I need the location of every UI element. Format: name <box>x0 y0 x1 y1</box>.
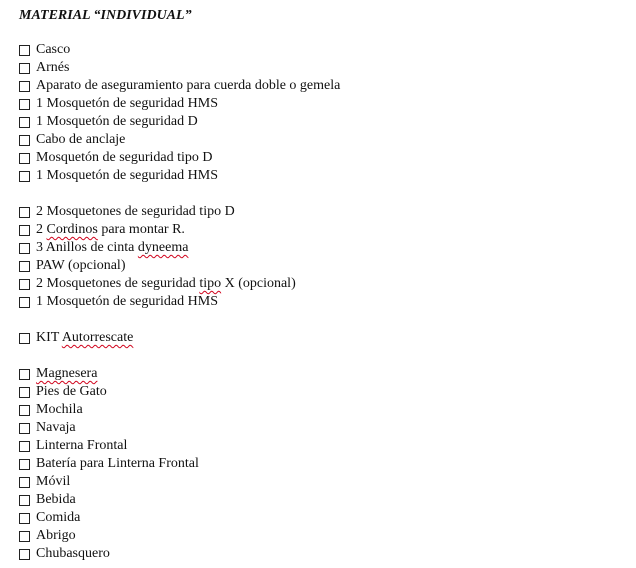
document-title: MATERIAL “INDIVIDUAL” <box>19 8 192 23</box>
checkbox[interactable] <box>19 495 30 506</box>
checkbox[interactable] <box>19 441 30 452</box>
checklist-item-label: Mosquetón de seguridad tipo D <box>36 150 213 165</box>
checklist-item <box>19 491 619 509</box>
spellcheck-flagged-word: tipo <box>199 276 222 291</box>
checkbox[interactable] <box>19 297 30 308</box>
spellcheck-flagged-word: Magnesera <box>36 366 98 381</box>
checklist-item-label: KIT Autorrescate <box>36 330 134 345</box>
checkbox[interactable] <box>19 117 30 128</box>
checklist-item <box>19 239 619 257</box>
checklist-item-label: 1 Mosquetón de seguridad D <box>36 114 198 129</box>
checklist-item <box>19 509 619 527</box>
checklist-item <box>19 401 619 419</box>
checkbox[interactable] <box>19 243 30 254</box>
checkbox[interactable] <box>19 387 30 398</box>
checklist-item-label: Bebida <box>36 492 76 507</box>
checklist-item <box>19 275 619 293</box>
checklist-item-label: Comida <box>36 510 81 525</box>
checklist-item <box>19 257 619 275</box>
spellcheck-flagged-word: dyneema <box>137 240 189 255</box>
checkbox[interactable] <box>19 459 30 470</box>
checklist-item <box>19 419 619 437</box>
checklist-item-label: Mochila <box>36 402 83 417</box>
checklist-item <box>19 455 619 473</box>
checklist-item <box>19 437 619 455</box>
checklist-item-label: 1 Mosquetón de seguridad HMS <box>36 96 218 111</box>
checklist-item <box>19 545 619 563</box>
checklist-item-label: 1 Mosquetón de seguridad HMS <box>36 168 218 183</box>
checklist-item <box>19 77 619 95</box>
checkbox[interactable] <box>19 279 30 290</box>
checklist-item-label: Aparato de aseguramiento para cuerda doble o gemela <box>36 78 341 93</box>
checklist-item-label <box>36 365 97 383</box>
checklist-item-label: Abrigo <box>36 528 76 543</box>
checklist-item-label: Cabo de anclaje <box>36 132 126 147</box>
checkbox[interactable] <box>19 261 30 272</box>
checklist-group-personal <box>19 41 619 185</box>
checkbox[interactable] <box>19 99 30 110</box>
checklist-item-label: Linterna Frontal <box>36 438 128 453</box>
checklist-item <box>19 149 619 167</box>
checklist-group-climbing <box>19 203 619 311</box>
checklist-item-label: Pies de Gato <box>36 384 107 399</box>
checklist-item <box>19 203 619 221</box>
checklist-item <box>19 131 619 149</box>
checkbox[interactable] <box>19 207 30 218</box>
checklist-item-label: Móvil <box>36 474 71 489</box>
checklist-item-label: Casco <box>36 42 71 57</box>
checkbox[interactable] <box>19 81 30 92</box>
checkbox[interactable] <box>19 369 30 380</box>
checkbox[interactable] <box>19 153 30 164</box>
checklist-group-general <box>19 365 619 563</box>
checklist-item-label: 3 Anillos de cinta dyneema <box>36 240 189 255</box>
checkbox[interactable] <box>19 531 30 542</box>
checkbox[interactable] <box>19 513 30 524</box>
spellcheck-flagged-word: Autorrescate <box>61 330 134 345</box>
checklist-item <box>19 473 619 491</box>
checklist-item-label: 1 Mosquetón de seguridad HMS <box>36 294 218 309</box>
checkbox[interactable] <box>19 225 30 236</box>
spellcheck-flagged-word: Cordinos <box>46 222 98 237</box>
checklist-item-label: Navaja <box>36 420 76 435</box>
checkbox[interactable] <box>19 549 30 560</box>
checklist-item <box>19 41 619 59</box>
checklist-item <box>19 95 619 113</box>
checklist-item <box>19 365 619 383</box>
checklist-item-label: Chubasquero <box>36 546 110 561</box>
checklist-item <box>19 527 619 545</box>
checklist-group-rescue <box>19 329 619 347</box>
checklist-item <box>19 113 619 131</box>
checklist-item <box>19 59 619 77</box>
checkbox[interactable] <box>19 135 30 146</box>
checklist-item <box>19 329 619 347</box>
checklist-item-label: Batería para Linterna Frontal <box>36 456 199 471</box>
checklist-item-label: 2 Mosquetones de seguridad tipo X (opcional) <box>36 276 296 291</box>
checkbox[interactable] <box>19 405 30 416</box>
checkbox[interactable] <box>19 423 30 434</box>
checkbox[interactable] <box>19 477 30 488</box>
checklist-item <box>19 167 619 185</box>
checkbox[interactable] <box>19 333 30 344</box>
checkbox[interactable] <box>19 63 30 74</box>
checkbox[interactable] <box>19 45 30 56</box>
checklist-item <box>19 221 619 239</box>
checklist-item <box>19 293 619 311</box>
checklist-item-label: 2 Mosquetones de seguridad tipo D <box>36 204 235 219</box>
checkbox[interactable] <box>19 171 30 182</box>
checklist-item-label: Arnés <box>36 60 70 75</box>
checklist-item-label: 2 Cordinos para montar R. <box>36 222 185 237</box>
checklist-item <box>19 383 619 401</box>
document <box>19 7 619 563</box>
checklist-item-label: PAW (opcional) <box>36 258 126 273</box>
